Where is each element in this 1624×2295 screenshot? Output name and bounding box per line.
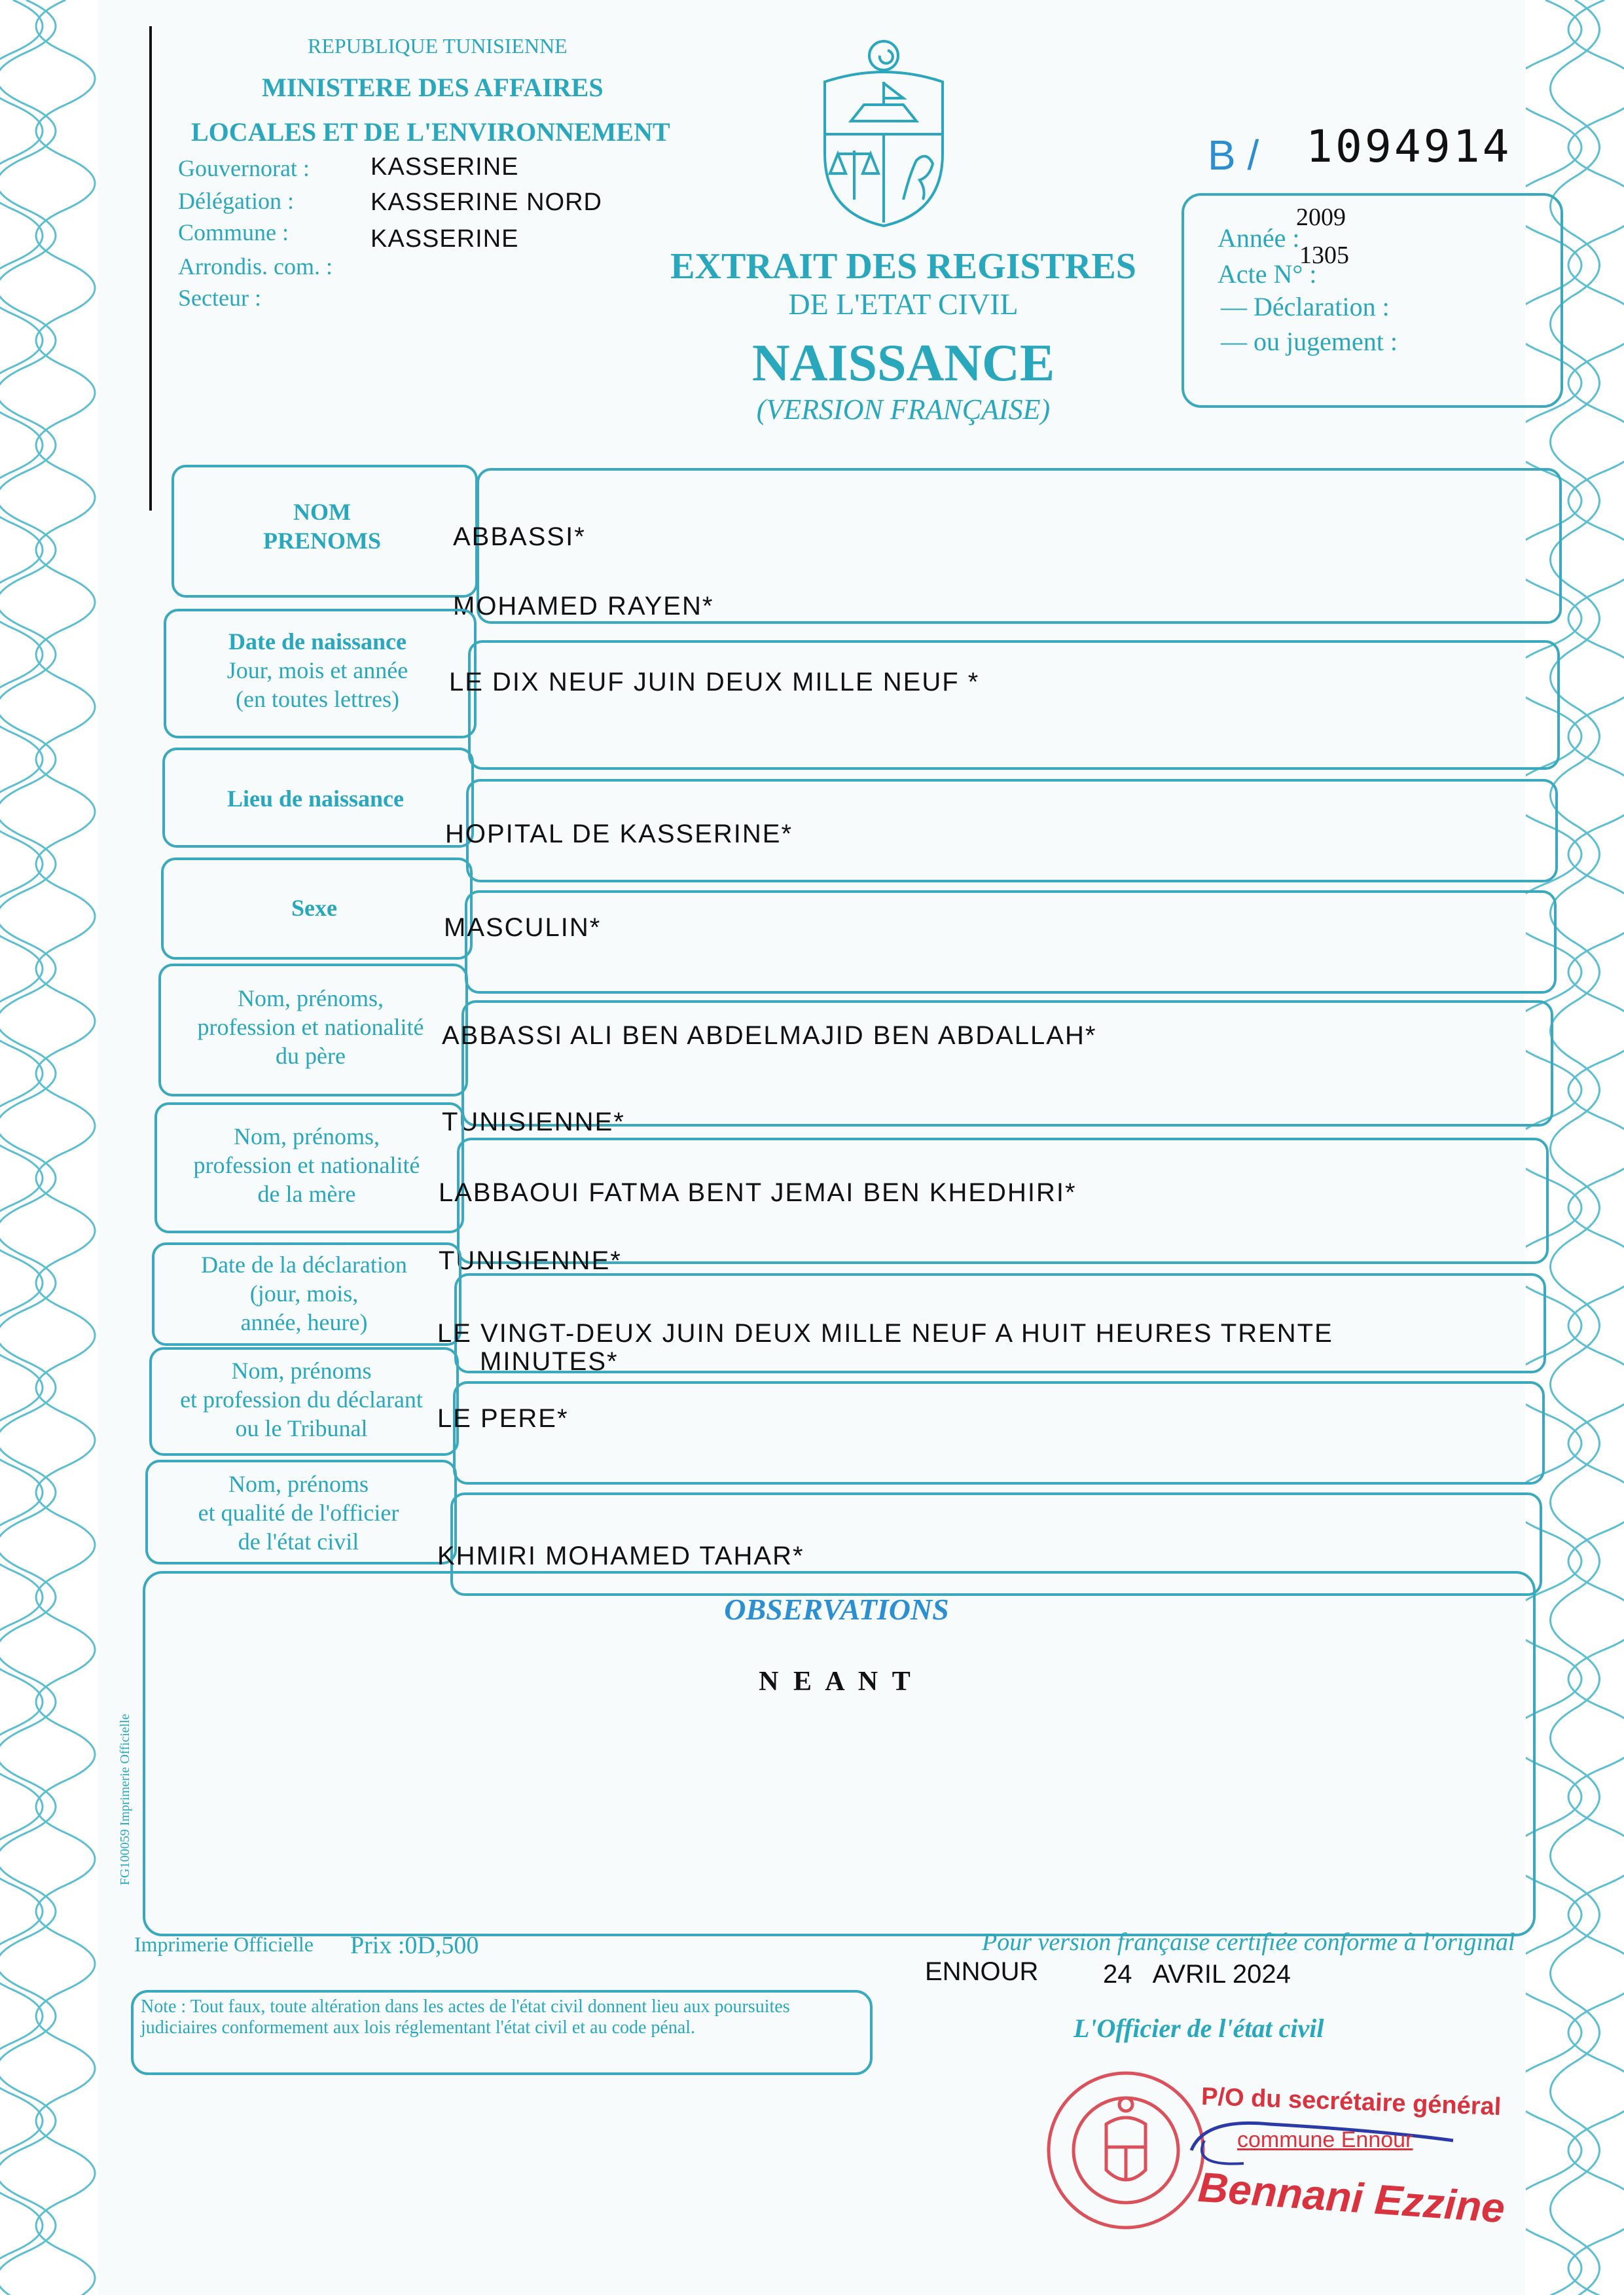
ministry-line1: MINISTERE DES AFFAIRES — [262, 73, 604, 102]
commune-value: KASSERINE — [370, 225, 519, 253]
mere-label-line2: profession et nationalité — [193, 1152, 420, 1178]
acte-label: Acte N° : — [1218, 259, 1317, 289]
title-line1: EXTRAIT DES REGISTRES — [670, 246, 1136, 287]
signature-name: Bennani Ezzine — [1197, 2163, 1507, 2232]
pere-nationality-value: TUNISIENNE* — [442, 1108, 625, 1136]
mere-nationality-value: TUNISIENNE* — [439, 1246, 622, 1275]
guilloche-border-left — [0, 0, 98, 2295]
declarant-label-line1: Nom, prénoms — [231, 1358, 372, 1384]
ministry-line2: LOCALES ET DE L'ENVIRONNEMENT — [191, 117, 670, 147]
republic-label: REPUBLIQUE TUNISIENNE — [308, 34, 568, 58]
certified-text: Pour version française certifiée conforme à l'original — [982, 1928, 1515, 1956]
gouvernorat-value: KASSERINE — [370, 153, 519, 181]
birthplace-value: HOPITAL DE KASSERINE* — [445, 820, 793, 848]
side-print-code: FG100059 Imprimerie Officielle — [118, 1714, 132, 1885]
row-pere-value-cell — [461, 1000, 1553, 1127]
row-birthdate-label — [164, 627, 471, 714]
birthdate-label-sub2: (en toutes lettres) — [236, 686, 399, 712]
row-declarant-value-cell — [453, 1381, 1545, 1485]
stamp-line1: P/O du secrétaire général — [1200, 2083, 1502, 2121]
row-mere-label — [154, 1122, 459, 1208]
declaration-label: — Déclaration : — [1221, 292, 1390, 321]
delegation-label: Délégation : — [178, 188, 294, 214]
serial-number: 1094914 — [1306, 121, 1512, 173]
coat-of-arms-emblem — [812, 36, 956, 232]
stamp-line2: commune Ennour — [1237, 2127, 1413, 2152]
declaration-label-line1: Date de la déclaration — [201, 1252, 407, 1278]
observations-title: OBSERVATIONS — [724, 1593, 949, 1626]
margin-line — [149, 26, 152, 511]
version-label: (VERSION FRANÇAISE) — [756, 393, 1051, 425]
row-nom-label — [171, 497, 473, 555]
date-value: 24 AVRIL 2024 — [1103, 1960, 1291, 1989]
row-birthdate-value-cell — [468, 640, 1560, 770]
officer-title: L'Officier de l'état civil — [1074, 2014, 1324, 2043]
officier-label-line1: Nom, prénoms — [228, 1471, 369, 1497]
birthplace-label: Lieu de naissance — [226, 786, 405, 812]
delegation-value: KASSERINE NORD — [370, 189, 602, 216]
acte-value: 1305 — [1299, 242, 1349, 269]
prenoms-value: MOHAMED RAYEN* — [453, 592, 714, 621]
declaration-date-value-cont: MINUTES* — [480, 1347, 619, 1376]
birthdate-value: LE DIX NEUF JUIN DEUX MILLE NEUF * — [449, 668, 980, 696]
serial-prefix: B / — [1208, 132, 1259, 179]
declaration-date-value: LE VINGT-DEUX JUIN DEUX MILLE NEUF A HUIT HEURES TRENTE — [437, 1319, 1333, 1348]
title-line2: DE L'ETAT CIVIL — [788, 287, 1019, 321]
declarant-label-line2: et profession du déclarant — [180, 1386, 423, 1413]
row-sexe-value-cell — [465, 890, 1557, 994]
row-sexe-label — [161, 894, 467, 922]
officier-value: KHMIRI MOHAMED TAHAR* — [437, 1542, 804, 1570]
pere-label-line2: profession et nationalité — [197, 1014, 424, 1040]
arrondissement-label: Arrondis. com. : — [178, 253, 333, 280]
nom-label: NOM — [293, 499, 351, 525]
price-label: Prix :0D,500 — [350, 1932, 479, 1959]
annee-label: Année : — [1218, 223, 1300, 253]
observations-value: N E A N T — [759, 1667, 914, 1697]
mere-label-line3: de la mère — [257, 1181, 356, 1207]
pere-label-line3: du père — [276, 1043, 346, 1069]
pere-name-value: ABBASSI ALI BEN ABDELMAJID BEN ABDALLAH* — [442, 1021, 1097, 1050]
birthdate-label-title: Date de naissance — [228, 628, 406, 655]
document-title: NAISSANCE — [751, 334, 1055, 392]
commune-label: Commune : — [178, 219, 289, 245]
row-birthplace-label — [162, 784, 469, 813]
jugement-label: — ou jugement : — [1221, 327, 1398, 356]
mere-label-line1: Nom, prénoms, — [234, 1123, 380, 1149]
sexe-label: Sexe — [291, 895, 337, 921]
mere-name-value: LABBAOUI FATMA BENT JEMAI BEN KHEDHIRI* — [439, 1178, 1077, 1207]
declaration-label-line2: (jour, mois, — [249, 1280, 359, 1307]
declaration-label-line3: année, heure) — [240, 1309, 368, 1335]
prenoms-label: PRENOMS — [263, 528, 381, 554]
legal-note-text: Note : Tout faux, toute altération dans les actes de l'état civil donnent lieu aux poursuites judiciaires conformement aux lois réglementant l'état civil et au code pénal. — [141, 1997, 790, 2038]
declarant-label-line3: ou le Tribunal — [235, 1415, 368, 1441]
gouvernorat-label: Gouvernorat : — [178, 155, 310, 181]
row-declarant-label — [149, 1356, 454, 1443]
secteur-label: Secteur : — [178, 285, 261, 311]
birthdate-label-sub1: Jour, mois et année — [226, 657, 408, 683]
row-officier-label — [145, 1470, 452, 1556]
place-value: ENNOUR — [925, 1957, 1039, 1986]
printer-label: Imprimerie Officielle — [134, 1932, 314, 1956]
row-declaration-label — [152, 1250, 456, 1337]
officier-label-line3: de l'état civil — [238, 1528, 359, 1555]
declarant-value: LE PERE* — [437, 1404, 569, 1433]
row-pere-label — [158, 984, 463, 1070]
annee-value: 2009 — [1296, 204, 1346, 231]
pere-label-line1: Nom, prénoms, — [238, 985, 384, 1011]
nom-value: ABBASSI* — [453, 522, 586, 551]
sexe-value: MASCULIN* — [444, 913, 602, 942]
officier-label-line2: et qualité de l'officier — [198, 1500, 399, 1526]
